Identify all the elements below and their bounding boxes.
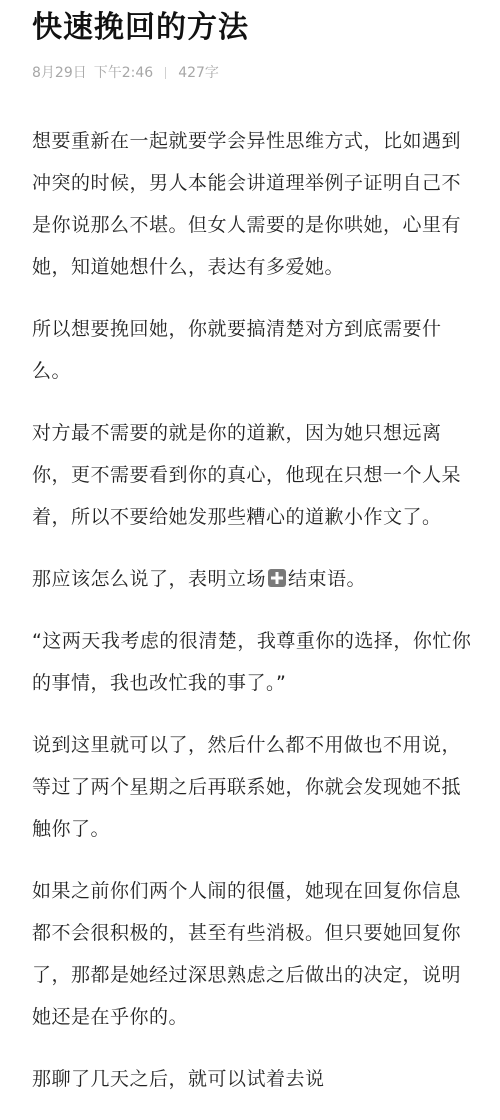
paragraph: “这两天我考虑的很清楚，我尊重你的选择，你忙你的事情，我也改忙我的事了。” — [32, 630, 472, 694]
paragraph: 如果之前你们两个人闹的很僵，她现在回复你信息都不会很积极的，甚至有些消极。但只要她回复你了，那都是她经过深思熟虑之后做出的决定，说明她还是在乎你的。 — [32, 880, 462, 1028]
paragraph: 所以想要挽回她，你就要搞清楚对方到底需要什么。 — [32, 318, 442, 382]
paragraph-text: 结束语。 — [288, 568, 367, 590]
article-meta — [32, 63, 219, 83]
meta-divider — [165, 67, 166, 79]
paragraph: 那聊了几天之后，就可以试着去说 — [32, 1068, 325, 1090]
paragraph — [32, 558, 472, 600]
article-body — [32, 120, 472, 1120]
word-count: 427字 — [178, 65, 219, 81]
publish-date: 8月29日 — [32, 65, 87, 81]
paragraph: 想要重新在一起就要学会异性思维方式，比如遇到冲突的时候，男人本能会讲道理举例子证明自己不是你说那么不堪。但女人需要的是你哄她，心里有她，知道她想什么，表达有多爱她。 — [32, 130, 462, 278]
paragraph-text: 那应该怎么说了，表明立场 — [32, 568, 267, 590]
paragraph: 对方最不需要的就是你的道歉，因为她只想远离你，更不需要看到你的真心，他现在只想一个人呆着，所以不要给她发那些糟心的道歉小作文了。 — [32, 422, 462, 528]
article-title: 快速挽回的方法 — [32, 10, 249, 45]
publish-time: 下午2:46 — [93, 65, 154, 81]
paragraph: 说到这里就可以了，然后什么都不用做也不用说，等过了两个星期之后再联系她，你就会发现她不抵触你了。 — [32, 734, 462, 840]
plus-icon — [267, 568, 287, 588]
